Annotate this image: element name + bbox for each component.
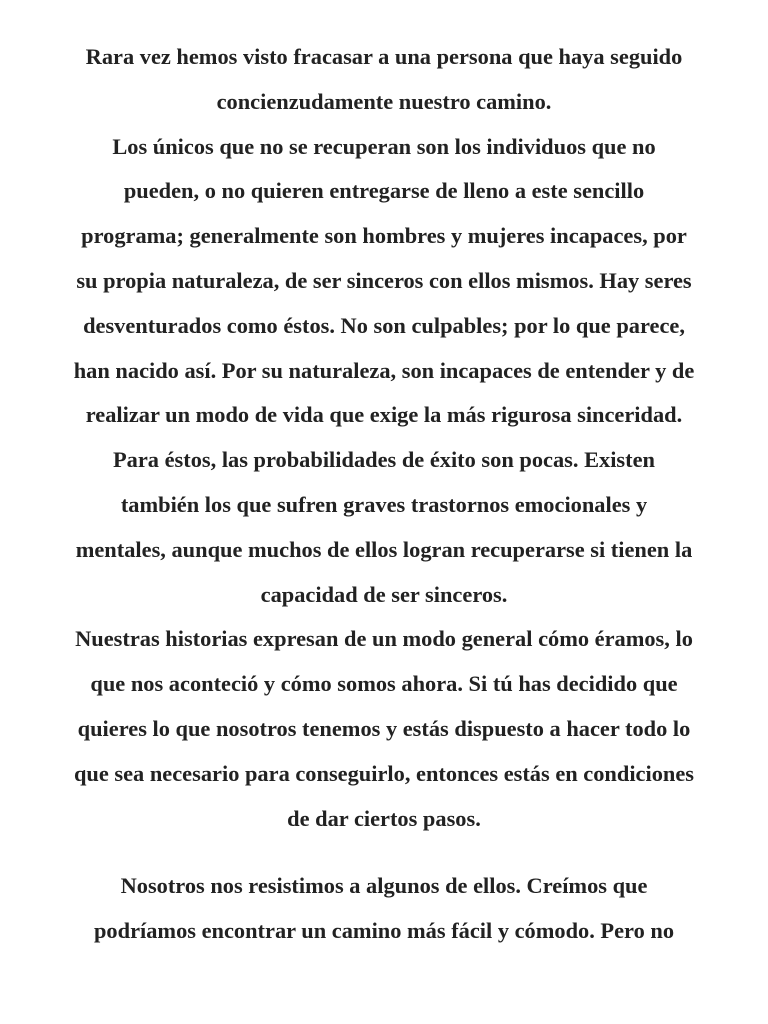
text-line: su propia naturaleza, de ser sinceros con ellos mismos. Hay seres xyxy=(76,267,692,293)
text-line: Para éstos, las probabilidades de éxito son pocas. Existen xyxy=(113,447,655,473)
text-line: concienzudamente nuestro camino. xyxy=(216,88,552,114)
text-line: también los que sufren graves trastornos emocionales y xyxy=(120,491,648,517)
text-line: capacidad de ser sinceros. xyxy=(260,581,508,607)
text-line: Nuestras historias expresan de un modo general cómo éramos, lo xyxy=(75,626,693,652)
text-line: desventurados como éstos. No son culpables; por lo que parece, xyxy=(83,312,685,338)
text-line: programa; generalmente son hombres y mujeres incapaces, por xyxy=(81,223,687,249)
text-line: Nosotros nos resistimos a algunos de ellos. Creímos que xyxy=(120,873,648,898)
text-line: quieres lo que nosotros tenemos y estás dispuesto a hacer todo lo xyxy=(77,715,691,741)
text-line: que sea necesario para conseguirlo, entonces estás en condiciones xyxy=(73,760,695,786)
text-line: pueden, o no quieren entregarse de lleno a este sencillo xyxy=(123,178,645,204)
text-line: podríamos encontrar un camino más fácil y cómodo. Pero no xyxy=(93,917,675,943)
text-line: realizar un modo de vida que exige la más rigurosa sinceridad. xyxy=(85,402,683,428)
text-line: mentales, aunque muchos de ellos logran recuperarse si tienen la xyxy=(75,536,693,562)
text-line: han nacido así. Por su naturaleza, son incapaces de entender y de xyxy=(73,357,695,383)
text-line: Rara vez hemos visto fracasar a una persona que haya seguido xyxy=(85,44,683,69)
body-text-block-continued xyxy=(0,864,768,954)
text-line: de dar ciertos pasos. xyxy=(287,805,481,831)
body-text-block xyxy=(0,35,768,841)
text-line: que nos aconteció y cómo somos ahora. Si tú has decidido que xyxy=(90,671,678,697)
text-line: Los únicos que no se recuperan son los individuos que no xyxy=(112,133,656,159)
